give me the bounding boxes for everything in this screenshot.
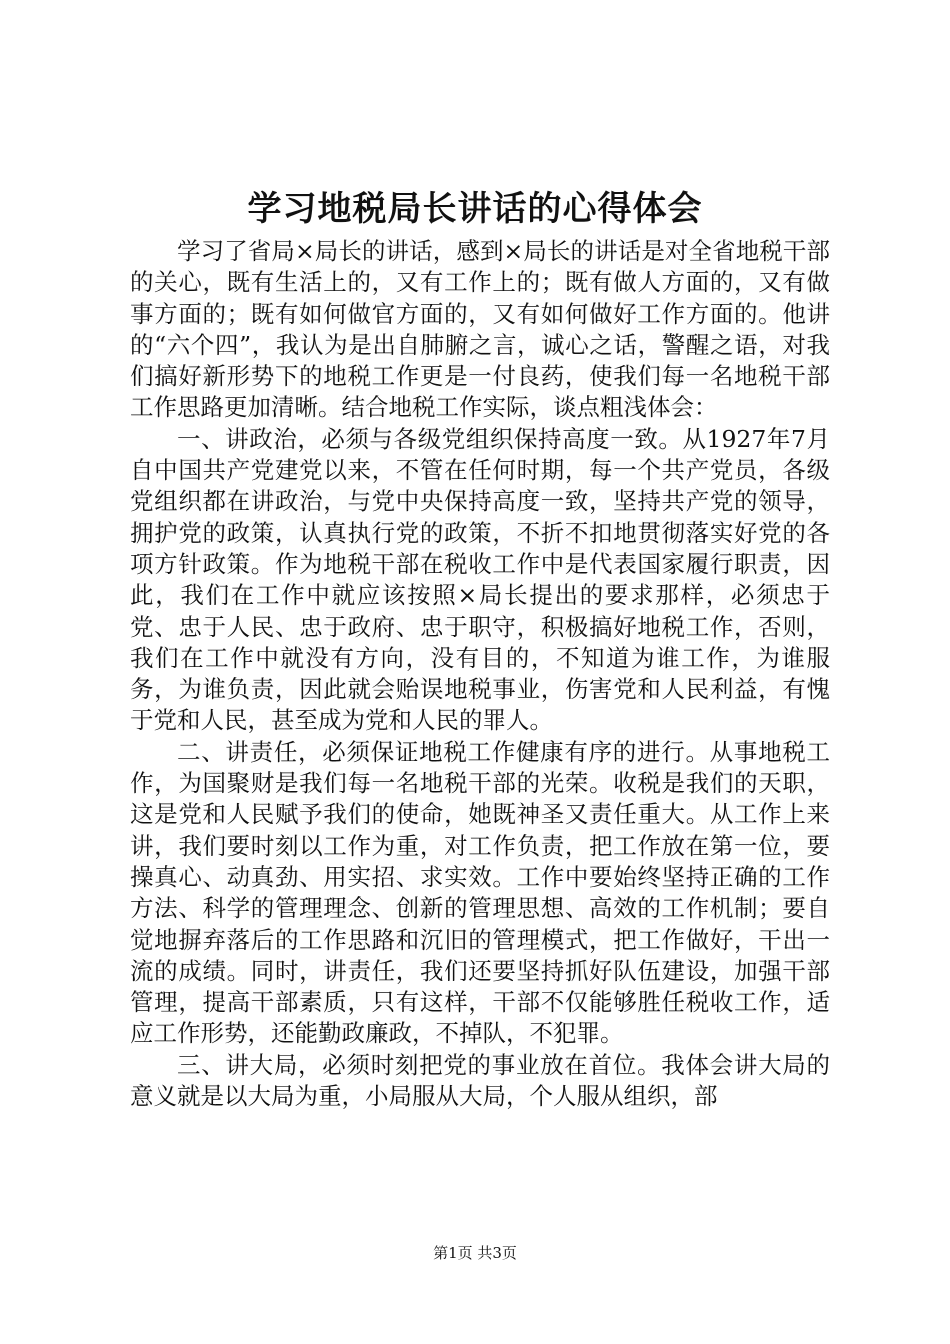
paragraph-intro: 学习了省局×局长的讲话，感到×局长的讲话是对全省地税干部的关心，既有生活上的，又有工作上的；既有做人方面的，又有做事方面的；既有如何做官方面的，又有如何做好工作方面的。他讲的“六个四”，我认为是出自肺腑之言，诚心之话，警醒之语，对我们搞好新形势下的地税工作更是一付良药，使我们每一名地税干部工作思路更加清晰。结合地税工作实际，谈点粗浅体会： xyxy=(130,237,830,422)
paragraph-responsibility: 二、讲责任，必须保证地税工作健康有序的进行。从事地税工作，为国聚财是我们每一名地税干部的光荣。收税是我们的天职，这是党和人民赋予我们的使命，她既神圣又责任重大。从工作上来讲，我们要时刻以工作为重，对工作负责，把工作放在第一位，要操真心、动真劲、用实招、求实效。工作中要始终坚持正确的工作方法、科学的管理理念、创新的管理思想、高效的工作机制；要自觉地摒弃落后的工作思路和沉旧的管理模式，把工作做好，干出一流的成绩。同时，讲责任，我们还要坚持抓好队伍建设，加强干部管理，提高干部素质，只有这样，干部不仅能够胜任税收工作，适应工作形势，还能勤政廉政，不掉队，不犯罪。 xyxy=(130,737,830,1048)
document-body xyxy=(130,236,830,1112)
document-title: 学习地税局长讲话的心得体会 xyxy=(247,189,703,229)
page-number-footer: 第1页 共3页 xyxy=(433,1244,517,1262)
paragraph-politics: 一、讲政治，必须与各级党组织保持高度一致。从1927年7月自中国共产党建党以来，不管在任何时期，每一个共产党员，各级党组织都在讲政治，与党中央保持高度一致，坚持共产党的领导，拥护党的政策，认真执行党的政策，不折不扣地贯彻落实好党的各项方针政策。作为地税干部在税收工作中是代表国家履行职责，因此，我们在工作中就应该按照×局长提出的要求那样，必须忠于党、忠于人民、忠于政府、忠于职守，积极搞好地税工作，否则，我们在工作中就没有方向，没有目的，不知道为谁工作，为谁服务，为谁负责，因此就会贻误地税事业，伤害党和人民利益，有愧于党和人民，甚至成为党和人民的罪人。 xyxy=(130,424,830,735)
paragraph-overall-situation: 三、讲大局，必须时刻把党的事业放在首位。我体会讲大局的意义就是以大局为重，小局服从大局，个人服从组织，部 xyxy=(130,1050,830,1111)
